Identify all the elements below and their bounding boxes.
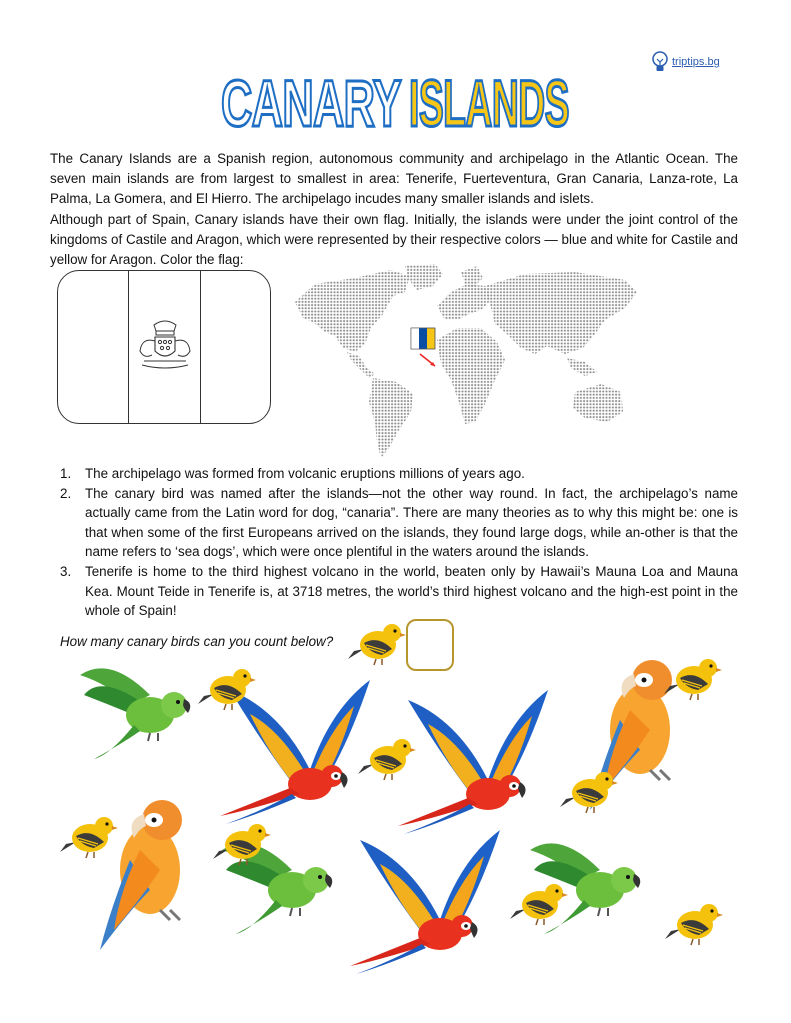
coat-of-arms-icon bbox=[134, 315, 196, 371]
list-item: 2. The canary bird was named after the islands—not the other way round. In fact, the archipelago’s name actually came from the Latin word for dog, “canaria”. There are many theories as to why this might be: one is that when some of the first Europeans arrived on the islands, they found large dogs, while an-other is that the name refers to ‘sea dogs’, which were once plentiful in the waters around the islands. bbox=[60, 485, 738, 560]
intro-paragraph-1: The Canary Islands are a Spanish region, autonomous community and archipelago in the Atlantic Ocean. The seven main islands are from largest to smallest in area: Tenerife, Fuerteventura, Gran Canaria, Lanza-rote, La Palma, La Gomera, and El Hierro. The archipelago incudes many smaller islands and islets. bbox=[50, 151, 738, 207]
intro-paragraph-2: Although part of Spain, Canary islands have their own flag. Initially, the islands were under the joint control of the kingdoms of Castile and Aragon, which were represented by their respective colors — blue and white for Castile and yellow for Aragon. Color the flag: bbox=[50, 211, 738, 268]
logo-text[interactable]: triptips.bg bbox=[672, 56, 720, 68]
list-item: 3. Tenerife is home to the third highest volcano in the world, beaten only by Hawaii’s Mauna Loa and Mauna Kea. Mount Teide in Tenerife is, at 3718 metres, the world’s third highest volcano and the high-est point in the whole of Spain! bbox=[60, 563, 738, 619]
title-part-1: CANARY bbox=[220, 66, 401, 134]
macaw-icon bbox=[398, 690, 548, 834]
canary-bird-icon bbox=[665, 904, 723, 945]
page-title bbox=[0, 62, 791, 134]
canary-bird-icon bbox=[510, 884, 568, 925]
canary-bird-icon bbox=[560, 772, 618, 813]
canary-flag-icon bbox=[411, 328, 435, 349]
birds-illustration bbox=[0, 620, 791, 1020]
list-item: 1. The archipelago was formed from volcanic eruptions millions of years ago. bbox=[60, 466, 525, 481]
flag-outline[interactable] bbox=[57, 270, 271, 424]
title-part-2: ISLANDS bbox=[408, 66, 569, 134]
canary-bird-icon bbox=[60, 817, 118, 858]
facts-list bbox=[58, 464, 738, 621]
world-map bbox=[285, 262, 645, 467]
canary-bird-icon bbox=[348, 624, 406, 665]
macaw-icon bbox=[220, 680, 370, 824]
macaw-icon bbox=[100, 800, 182, 950]
canary-bird-icon bbox=[664, 659, 722, 700]
counting-question: How many canary birds can you count below? bbox=[60, 634, 334, 649]
macaw-icon bbox=[350, 830, 500, 974]
canary-bird-icon bbox=[358, 739, 416, 780]
intro-text bbox=[50, 149, 738, 270]
parrot-icon bbox=[80, 668, 190, 759]
